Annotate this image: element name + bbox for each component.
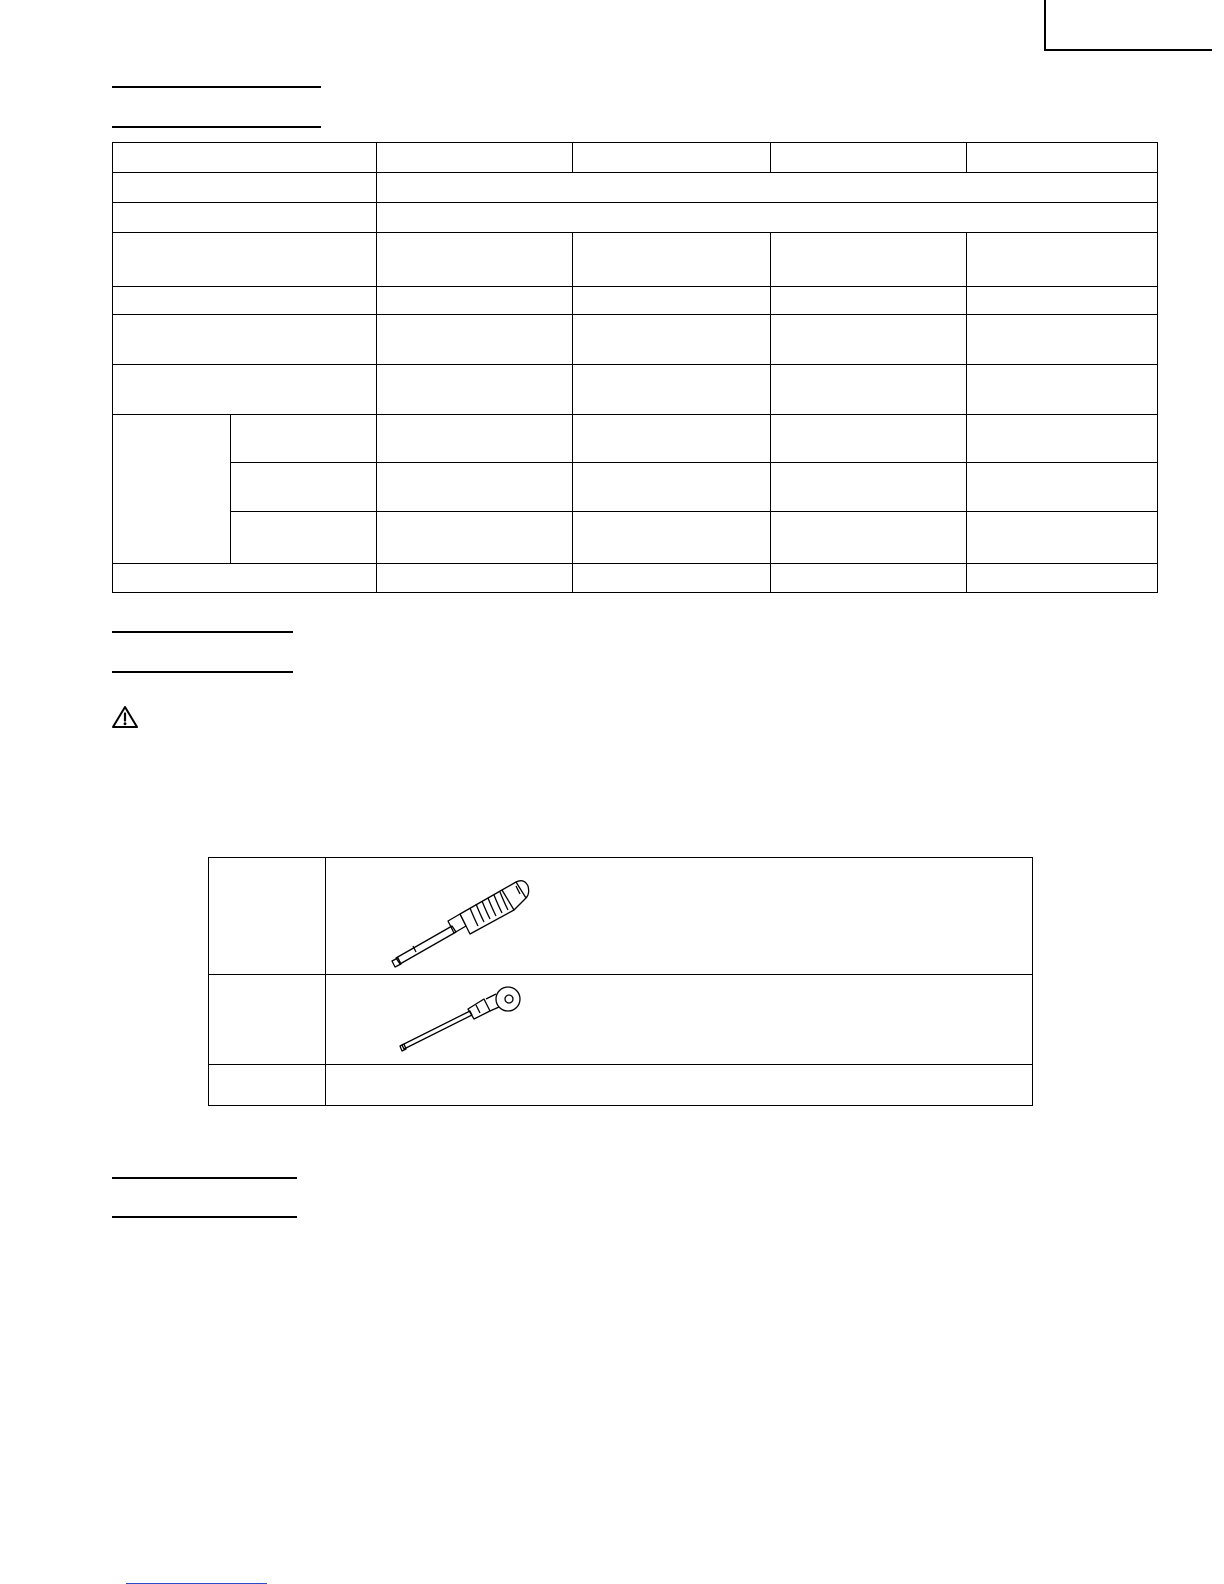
table-row [113, 203, 1158, 233]
section-3-rule-bottom [112, 1216, 297, 1218]
row-label [113, 315, 377, 365]
tool-row-text [326, 1065, 1033, 1106]
row-value [573, 315, 771, 365]
row-value [573, 512, 771, 564]
row-value [967, 415, 1158, 463]
row-value [771, 463, 967, 512]
section-3-rule-top [112, 1177, 297, 1179]
row-label [113, 203, 377, 233]
row-value [967, 564, 1158, 593]
screwdriver-lead-plug-illustration [390, 864, 550, 970]
row-value [967, 287, 1158, 315]
row-label [113, 173, 377, 203]
spec-table-header-row [113, 143, 1158, 173]
row-value [377, 287, 573, 315]
tool-table [208, 857, 1033, 1106]
table-row [113, 415, 1158, 463]
row-value [377, 233, 573, 287]
row-label [113, 365, 377, 415]
row-value [967, 512, 1158, 564]
row-value [377, 463, 573, 512]
row-label [113, 564, 377, 593]
row-label [113, 233, 377, 287]
spec-header-cell [771, 143, 967, 173]
spec-header-cell [377, 143, 573, 173]
row-value [573, 463, 771, 512]
row-value [967, 463, 1158, 512]
table-row [113, 233, 1158, 287]
tool-row-label [209, 858, 326, 975]
table-row [113, 365, 1158, 415]
row-value [771, 287, 967, 315]
section-2-heading [112, 606, 294, 674]
row-value [771, 512, 967, 564]
row-value [771, 233, 967, 287]
tool-row-label [209, 975, 326, 1065]
row-value [573, 287, 771, 315]
row-value [771, 315, 967, 365]
spec-table [112, 142, 1158, 593]
row-value [377, 173, 1158, 203]
spec-header-cell [113, 143, 377, 173]
section-3-heading [112, 1152, 298, 1220]
row-value [377, 564, 573, 593]
row-value [573, 564, 771, 593]
table-row [113, 315, 1158, 365]
row-value [967, 233, 1158, 287]
row-value [377, 512, 573, 564]
tool-row-label [209, 1065, 326, 1106]
row-label [231, 463, 377, 512]
tool-row-image-cell [326, 858, 1033, 975]
table-row [113, 463, 1158, 512]
page-corner-tab [1044, 0, 1212, 51]
table-row [113, 512, 1158, 564]
row-value [377, 203, 1158, 233]
row-value [377, 415, 573, 463]
section-1-rule-bottom [112, 126, 321, 128]
row-value [771, 365, 967, 415]
section-1-rule-top [112, 86, 321, 88]
row-value [771, 415, 967, 463]
row-value [377, 365, 573, 415]
tool-row-image-cell [326, 975, 1033, 1065]
spec-header-cell [967, 143, 1158, 173]
row-value [377, 315, 573, 365]
section-2-rule-bottom [112, 671, 293, 673]
section-2-rule-top [112, 631, 293, 633]
table-row [113, 287, 1158, 315]
table-row [209, 858, 1033, 975]
row-label [113, 287, 377, 315]
table-row [113, 564, 1158, 593]
row-group-label [113, 415, 231, 564]
table-row [209, 1065, 1033, 1106]
warning-triangle-icon [111, 705, 139, 729]
row-value [573, 233, 771, 287]
row-value [573, 415, 771, 463]
section-1-heading [112, 60, 322, 128]
table-row [113, 173, 1158, 203]
row-value [967, 315, 1158, 365]
row-value [967, 365, 1158, 415]
spec-header-cell [573, 143, 771, 173]
row-value [573, 365, 771, 415]
row-label [231, 512, 377, 564]
table-row [209, 975, 1033, 1065]
row-label [231, 415, 377, 463]
ring-terminal-lead-illustration [398, 983, 538, 1053]
row-value [771, 564, 967, 593]
